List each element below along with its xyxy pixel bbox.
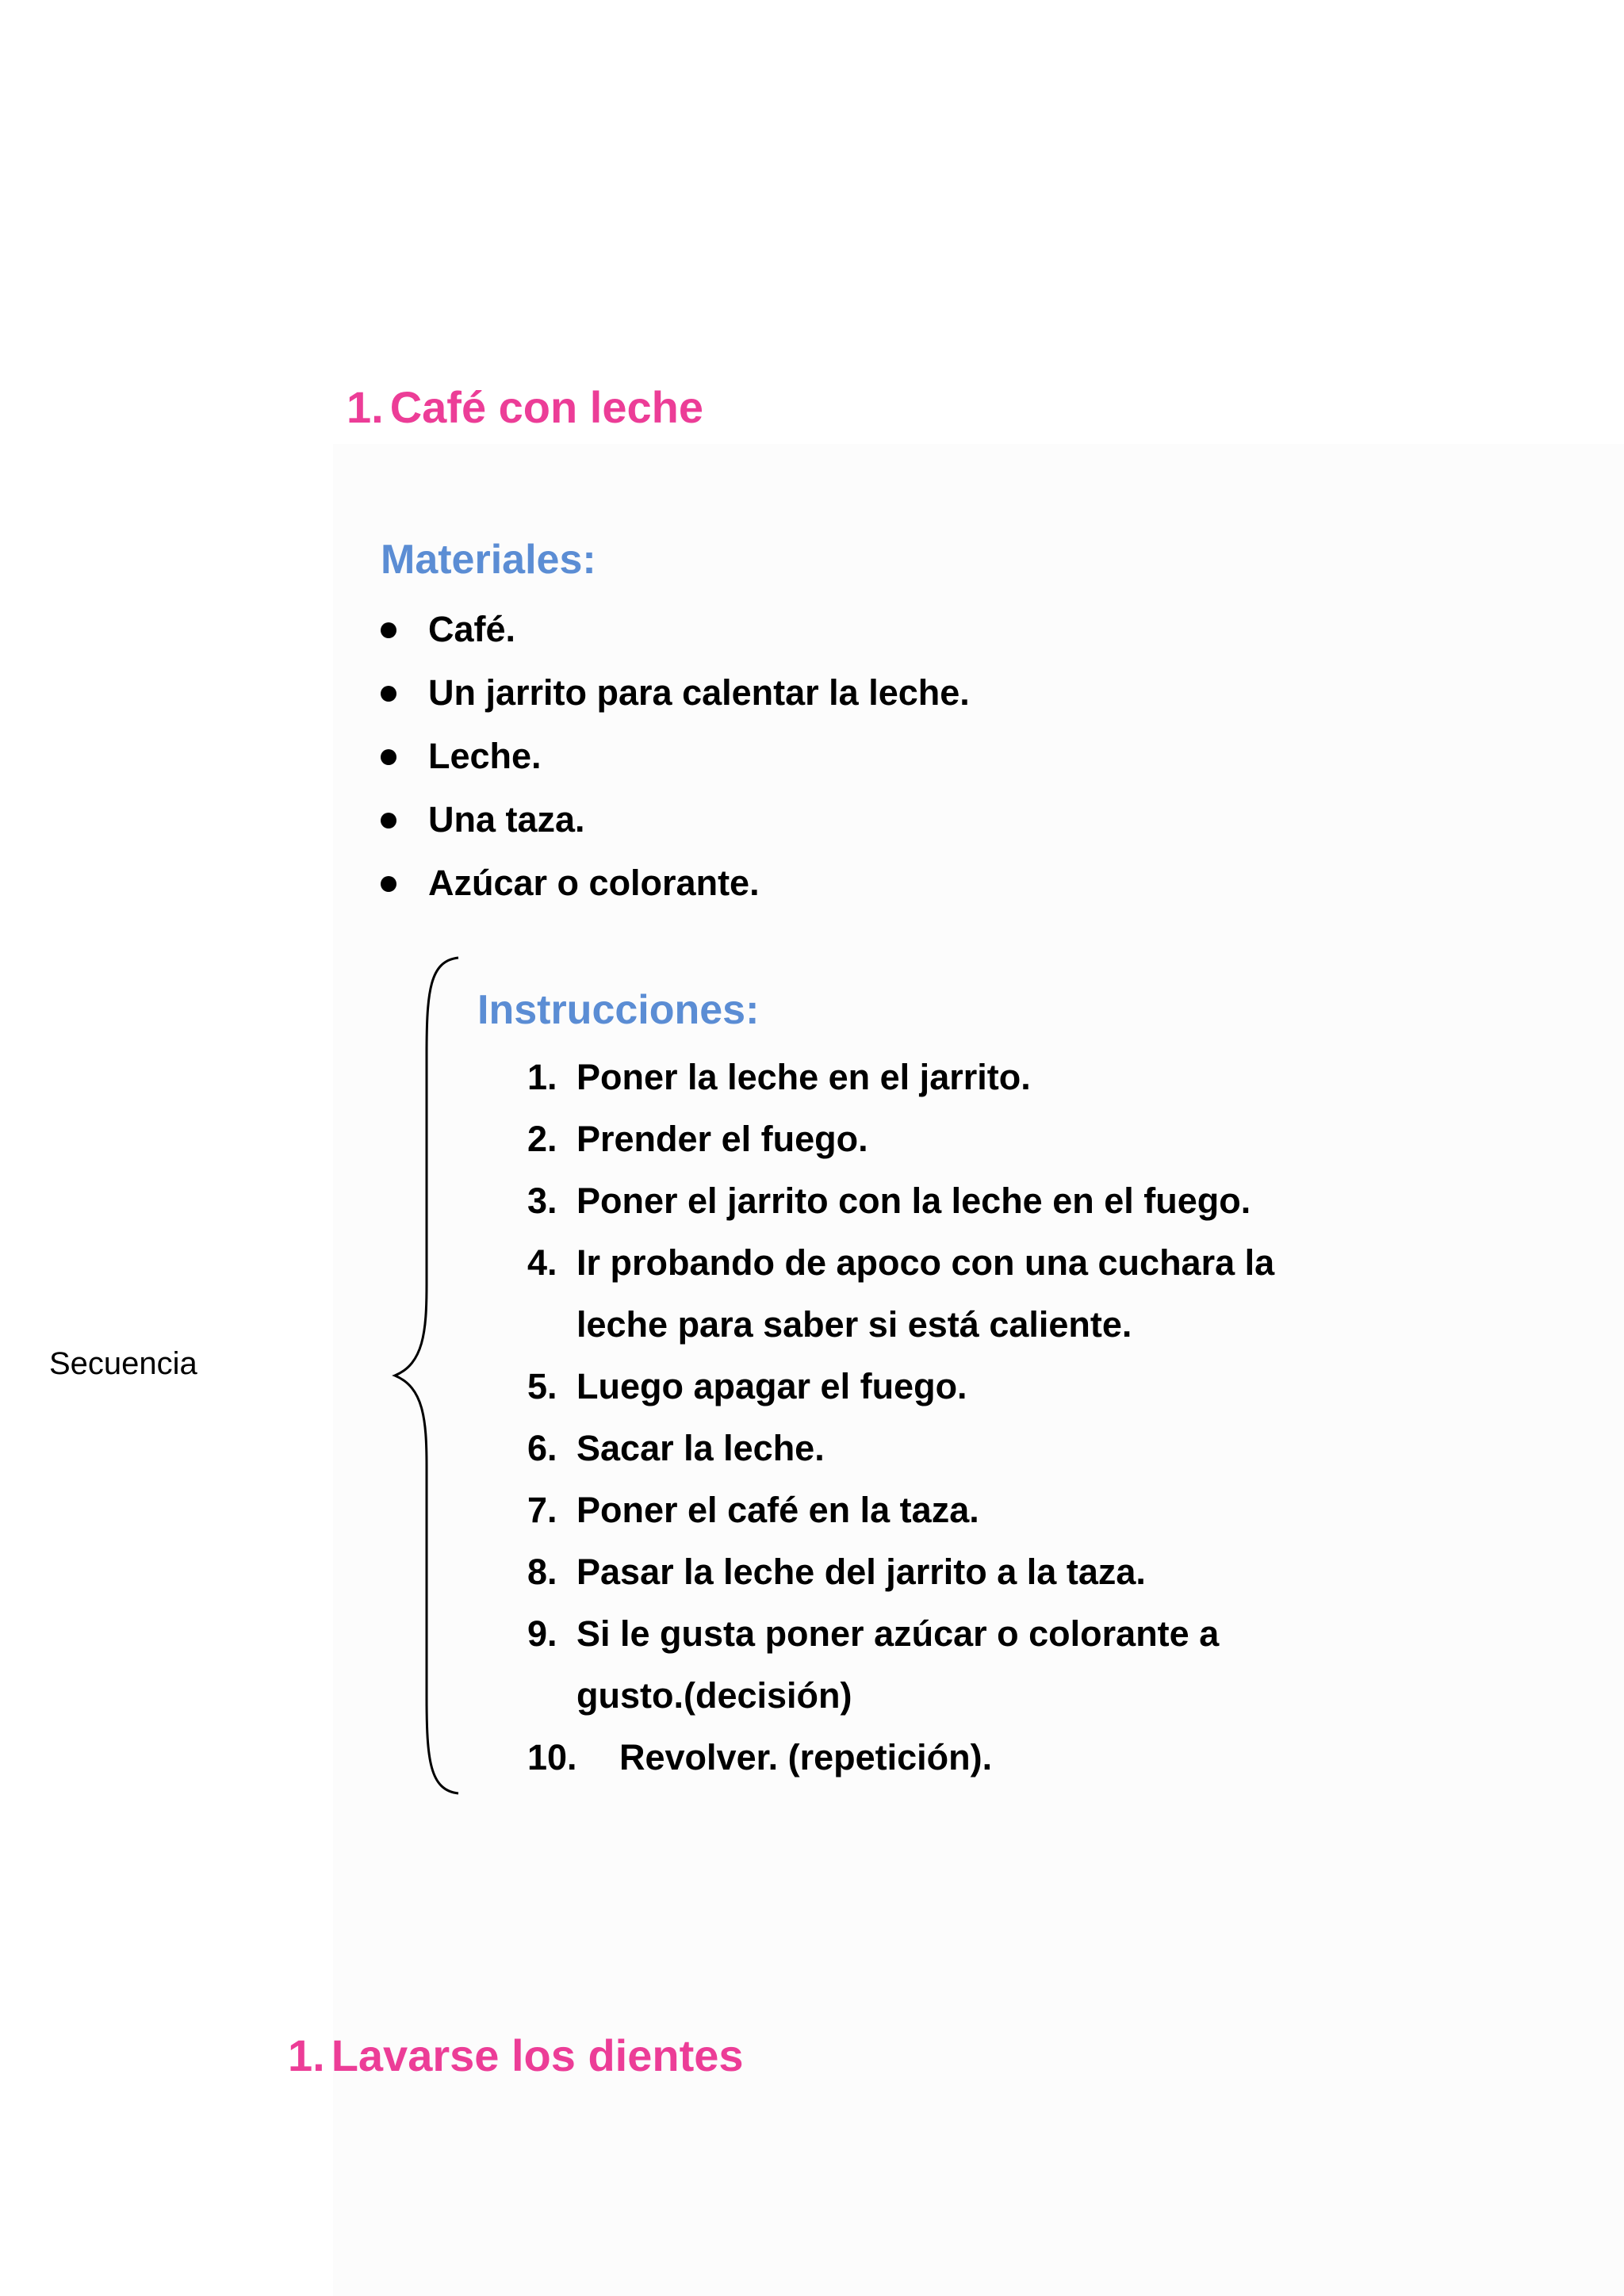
material-item	[428, 666, 970, 729]
step-line: Pasar la leche del jarrito a la taza.	[576, 1552, 1146, 1592]
material-item	[428, 793, 970, 856]
materials-heading: Materiales:	[381, 537, 596, 583]
section-heading-cafe	[347, 382, 703, 432]
step-text	[619, 1727, 992, 1789]
step-number: 2.	[527, 1119, 557, 1159]
step-number: 3.	[527, 1181, 557, 1221]
material-text: Un jarrito para calentar la leche.	[428, 672, 970, 713]
step-text	[576, 1418, 825, 1479]
curly-brace	[389, 951, 468, 1800]
instructions-heading: Instrucciones:	[477, 987, 760, 1033]
instructions-list	[527, 1047, 1274, 1789]
instruction-step	[527, 1232, 1274, 1356]
section-heading-dientes	[288, 2030, 744, 2080]
step-text	[576, 1541, 1146, 1603]
step-line: Poner la leche en el jarrito.	[576, 1057, 1031, 1097]
step-line: leche para saber si está caliente.	[576, 1304, 1132, 1345]
section-title: Lavarse los dientes	[331, 2030, 744, 2080]
step-line: Ir probando de apoco con una cuchara la	[576, 1242, 1275, 1283]
materials-list	[428, 603, 970, 920]
brace-shape	[395, 958, 458, 1793]
step-number: 1.	[527, 1057, 557, 1097]
instruction-step	[527, 1603, 1274, 1727]
instruction-step	[527, 1418, 1274, 1479]
bullet-icon	[381, 749, 396, 765]
material-text: Café.	[428, 609, 516, 649]
step-text	[576, 1232, 1274, 1356]
section-number: 1.	[288, 2030, 325, 2080]
brace-label: Secuencia	[49, 1346, 197, 1381]
step-number: 10.	[527, 1737, 577, 1777]
step-text	[576, 1170, 1251, 1232]
step-text	[576, 1108, 868, 1170]
step-number: 4.	[527, 1242, 557, 1283]
step-text	[576, 1603, 1219, 1727]
bullet-icon	[381, 686, 396, 702]
step-number: 6.	[527, 1428, 557, 1468]
step-line: Poner el jarrito con la leche en el fuego.	[576, 1181, 1251, 1221]
instruction-step	[527, 1047, 1274, 1108]
section-title: Café con leche	[389, 382, 703, 432]
step-line: gusto.(decisión)	[576, 1675, 852, 1716]
instruction-step	[527, 1479, 1274, 1541]
step-text	[576, 1047, 1031, 1108]
step-line: Prender el fuego.	[576, 1119, 868, 1159]
step-text	[576, 1479, 979, 1541]
step-text	[576, 1356, 967, 1418]
step-line: Poner el café en la taza.	[576, 1490, 979, 1530]
instruction-step	[527, 1356, 1274, 1418]
material-item	[428, 729, 970, 793]
step-line: Sacar la leche.	[576, 1428, 825, 1468]
material-text: Azúcar o colorante.	[428, 863, 760, 903]
step-line: Luego apagar el fuego.	[576, 1366, 967, 1406]
step-number: 5.	[527, 1366, 557, 1406]
step-number: 8.	[527, 1552, 557, 1592]
bullet-icon	[381, 876, 396, 892]
instruction-step	[527, 1170, 1274, 1232]
material-text: Leche.	[428, 736, 542, 776]
bullet-icon	[381, 622, 396, 638]
step-line: Revolver. (repetición).	[619, 1737, 993, 1777]
material-item	[428, 603, 970, 666]
instruction-step	[527, 1727, 1274, 1789]
instruction-step	[527, 1108, 1274, 1170]
step-number: 7.	[527, 1490, 557, 1530]
material-text: Una taza.	[428, 799, 585, 840]
material-item	[428, 856, 970, 920]
bullet-icon	[381, 813, 396, 828]
instruction-step	[527, 1541, 1274, 1603]
section-number: 1.	[347, 382, 384, 432]
step-line: Si le gusta poner azúcar o colorante a	[576, 1613, 1220, 1654]
step-number: 9.	[527, 1613, 557, 1654]
